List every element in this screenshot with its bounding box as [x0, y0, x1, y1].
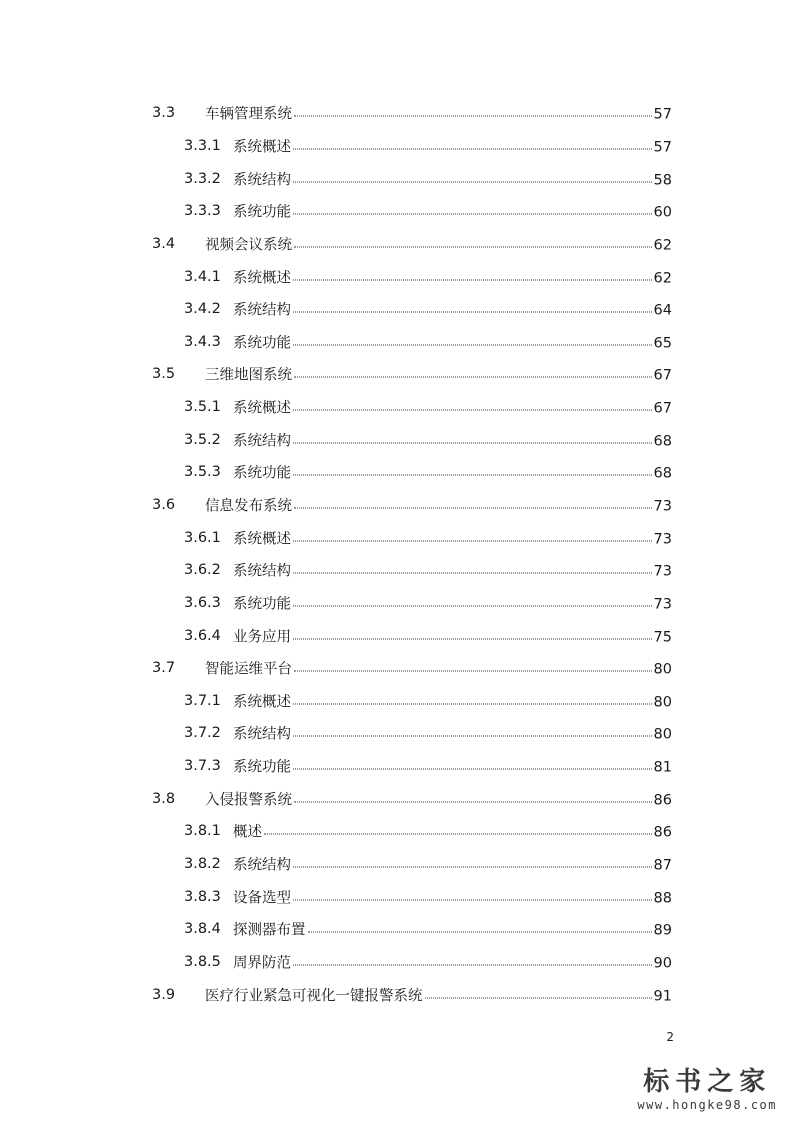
toc-entry-title: 系统功能: [233, 596, 291, 613]
toc-entry-page: 58: [653, 172, 672, 189]
toc-entry-number: 3.6.3: [184, 594, 221, 611]
toc-entry-leader: [233, 168, 672, 189]
dot-leader: [294, 377, 652, 378]
toc-entry[interactable]: [0, 260, 793, 293]
toc-entry-page: 75: [653, 629, 672, 646]
toc-entry-leader: [233, 266, 672, 287]
toc-entry-title: 系统功能: [233, 335, 291, 352]
toc-entry-leader: [233, 690, 672, 711]
toc-entry-leader: [233, 756, 672, 777]
toc-entry-page: 68: [653, 433, 672, 450]
toc-entry-leader: [233, 592, 672, 613]
toc-entry-title: 系统结构: [233, 563, 291, 580]
dot-leader: [293, 736, 652, 737]
dot-leader: [293, 312, 652, 313]
dot-leader: [293, 148, 652, 149]
toc-entry-number: 3.7: [152, 660, 176, 677]
dot-leader: [293, 279, 652, 280]
toc-entry[interactable]: [0, 685, 793, 718]
toc-entry[interactable]: [0, 750, 793, 783]
watermark-logo: [637, 1066, 777, 1112]
toc-entry-number: 3.4.2: [184, 301, 221, 318]
toc-entry-number: 3.3.3: [184, 203, 221, 220]
toc-entry-page: 64: [653, 302, 672, 319]
toc-entry-title: 周界防范: [233, 955, 291, 972]
page-number: 2: [666, 1030, 674, 1044]
toc-entry-page: 80: [653, 694, 672, 711]
toc-entry-leader: [205, 984, 672, 1005]
toc-entry-page: 86: [653, 792, 672, 809]
dot-leader: [264, 834, 652, 835]
toc-entry-page: 89: [653, 922, 672, 939]
toc-entry-number: 3.7.3: [184, 758, 221, 775]
toc-entry-number: 3.5.3: [184, 464, 221, 481]
toc-entry-number: 3.5.2: [184, 431, 221, 448]
toc-entry-number: 3.4.3: [184, 333, 221, 350]
toc-entry[interactable]: [0, 456, 793, 489]
toc-entry-page: 68: [653, 465, 672, 482]
toc-entry[interactable]: [0, 782, 793, 815]
toc-entry-page: 57: [653, 106, 672, 123]
toc-entry-page: 67: [653, 400, 672, 417]
toc-entry[interactable]: [0, 325, 793, 358]
toc-entry[interactable]: [0, 521, 793, 554]
toc-entry-title: 系统结构: [233, 433, 291, 450]
dot-leader: [425, 997, 652, 998]
dot-leader: [293, 605, 652, 606]
toc-entry-leader: [205, 658, 672, 679]
dot-leader: [294, 508, 652, 509]
dot-leader: [293, 769, 652, 770]
dot-leader: [294, 671, 652, 672]
toc-entry-leader: [205, 103, 672, 124]
toc-entry[interactable]: [0, 815, 793, 848]
toc-entry[interactable]: [0, 619, 793, 652]
toc-entry[interactable]: [0, 946, 793, 979]
dot-leader: [293, 638, 652, 639]
toc-entry-page: 88: [653, 890, 672, 907]
dot-leader: [293, 703, 652, 704]
toc-entry-page: 80: [653, 726, 672, 743]
toc-entry-title: 系统功能: [233, 759, 291, 776]
toc-entry[interactable]: [0, 97, 793, 130]
toc-entry-leader: [233, 886, 672, 907]
toc-entry-title: 探测器布置: [233, 922, 306, 939]
toc-entry-title: 系统概述: [233, 400, 291, 417]
toc-entry-number: 3.3.1: [184, 137, 221, 154]
toc-entry-leader: [233, 854, 672, 875]
toc-entry-leader: [233, 462, 672, 483]
toc-entry-leader: [233, 331, 672, 352]
toc-entry-title: 信息发布系统: [205, 498, 292, 515]
dot-leader: [293, 442, 652, 443]
toc-entry-number: 3.8: [152, 790, 176, 807]
toc-entry-leader: [233, 951, 672, 972]
toc-entry[interactable]: [0, 913, 793, 946]
toc-entry-leader: [233, 625, 672, 646]
toc-entry-number: 3.8.2: [184, 856, 221, 873]
dot-leader: [293, 964, 652, 965]
toc-entry-number: 3.8.5: [184, 953, 221, 970]
watermark-url: www.hongke98.com: [637, 1098, 777, 1112]
toc-entry-page: 73: [653, 563, 672, 580]
toc-entry-leader: [233, 299, 672, 320]
toc-entry-leader: [233, 201, 672, 222]
toc-entry-page: 60: [653, 204, 672, 221]
toc-entry-title: 系统结构: [233, 857, 291, 874]
toc-entry-number: 3.3.2: [184, 170, 221, 187]
toc-entry-page: 91: [653, 988, 672, 1005]
toc-entry-page: 73: [653, 498, 672, 515]
toc-entry-title: 入侵报警系统: [205, 792, 292, 809]
toc-entry-title: 系统结构: [233, 302, 291, 319]
toc-entry-leader: [233, 135, 672, 156]
toc-entry-title: 三维地图系统: [205, 367, 292, 384]
toc-entry-title: 系统功能: [233, 204, 291, 221]
toc-entry[interactable]: [0, 358, 793, 391]
toc-entry[interactable]: [0, 848, 793, 881]
dot-leader: [293, 573, 652, 574]
toc-entry-page: 90: [653, 955, 672, 972]
toc-entry-number: 3.4.1: [184, 268, 221, 285]
toc-entry-page: 73: [653, 596, 672, 613]
toc-entry-leader: [233, 429, 672, 450]
table-of-contents: [0, 97, 793, 1011]
toc-entry-title: 业务应用: [233, 629, 291, 646]
toc-entry-leader: [205, 495, 672, 516]
toc-entry-title: 智能运维平台: [205, 661, 292, 678]
toc-entry[interactable]: [0, 489, 793, 522]
toc-entry-title: 视频会议系统: [205, 237, 292, 254]
toc-entry-number: 3.5: [152, 366, 176, 383]
toc-entry-page: 57: [653, 139, 672, 156]
toc-entry-number: 3.8.3: [184, 888, 221, 905]
toc-entry-title: 医疗行业紧急可视化一键报警系统: [205, 988, 423, 1005]
watermark-name: 标书之家: [643, 1067, 772, 1097]
toc-entry[interactable]: [0, 130, 793, 163]
toc-entry-number: 3.8.1: [184, 823, 221, 840]
dot-leader: [308, 932, 652, 933]
dot-leader: [293, 475, 652, 476]
toc-entry-leader: [233, 919, 672, 940]
toc-entry-leader: [233, 723, 672, 744]
toc-entry-number: 3.6.4: [184, 627, 221, 644]
toc-entry-page: 67: [653, 367, 672, 384]
toc-entry-page: 80: [653, 661, 672, 678]
toc-entry[interactable]: [0, 652, 793, 685]
dot-leader: [293, 540, 652, 541]
toc-entry[interactable]: [0, 423, 793, 456]
toc-entry[interactable]: [0, 717, 793, 750]
toc-entry[interactable]: [0, 162, 793, 195]
toc-entry-page: 86: [653, 824, 672, 841]
toc-entry-page: 81: [653, 759, 672, 776]
toc-entry-number: 3.6: [152, 497, 176, 513]
dot-leader: [293, 899, 652, 900]
toc-entry[interactable]: [0, 880, 793, 913]
toc-entry-page: 73: [653, 531, 672, 548]
toc-entry[interactable]: [0, 587, 793, 620]
toc-entry-title: 系统概述: [233, 531, 291, 548]
toc-entry-number: 3.6.1: [184, 529, 221, 546]
toc-entry[interactable]: [0, 978, 793, 1011]
dot-leader: [293, 410, 652, 411]
toc-entry-number: 3.9: [152, 986, 176, 1003]
toc-entry-number: 3.7.1: [184, 692, 221, 709]
dot-leader: [294, 246, 652, 247]
toc-entry-page: 87: [653, 857, 672, 874]
toc-entry-title: 系统概述: [233, 694, 291, 711]
toc-entry-leader: [205, 788, 672, 809]
toc-entry-number: 3.7.2: [184, 725, 221, 742]
toc-entry[interactable]: [0, 293, 793, 326]
toc-entry-leader: [205, 233, 672, 254]
toc-entry-title: 系统结构: [233, 726, 291, 743]
toc-entry-number: 3.6.2: [184, 562, 221, 579]
toc-entry[interactable]: [0, 391, 793, 424]
toc-entry-title: 系统概述: [233, 270, 291, 287]
toc-entry[interactable]: [0, 228, 793, 261]
toc-entry-leader: [205, 364, 672, 385]
toc-entry-title: 设备选型: [233, 890, 291, 907]
toc-entry-title: 概述: [233, 824, 262, 841]
toc-entry-number: 3.4: [152, 235, 176, 252]
toc-entry-title: 车辆管理系统: [205, 106, 292, 123]
dot-leader: [294, 116, 652, 117]
toc-entry-number: 3.8.4: [184, 921, 221, 938]
toc-entry-title: 系统概述: [233, 139, 291, 156]
dot-leader: [293, 867, 652, 868]
toc-entry-page: 62: [653, 237, 672, 254]
toc-entry-leader: [233, 821, 672, 842]
toc-entry-leader: [233, 397, 672, 418]
toc-entry-number: 3.5.1: [184, 399, 221, 416]
dot-leader: [293, 344, 652, 345]
toc-entry-leader: [233, 527, 672, 548]
toc-entry[interactable]: [0, 554, 793, 587]
toc-entry-title: 系统功能: [233, 465, 291, 482]
toc-entry-page: 62: [653, 270, 672, 287]
toc-entry-title: 系统结构: [233, 172, 291, 189]
toc-entry-number: 3.3: [152, 105, 176, 122]
dot-leader: [294, 801, 652, 802]
toc-entry-page: 65: [653, 335, 672, 352]
toc-entry-leader: [233, 560, 672, 581]
dot-leader: [293, 214, 652, 215]
toc-entry[interactable]: [0, 195, 793, 228]
dot-leader: [293, 181, 652, 182]
